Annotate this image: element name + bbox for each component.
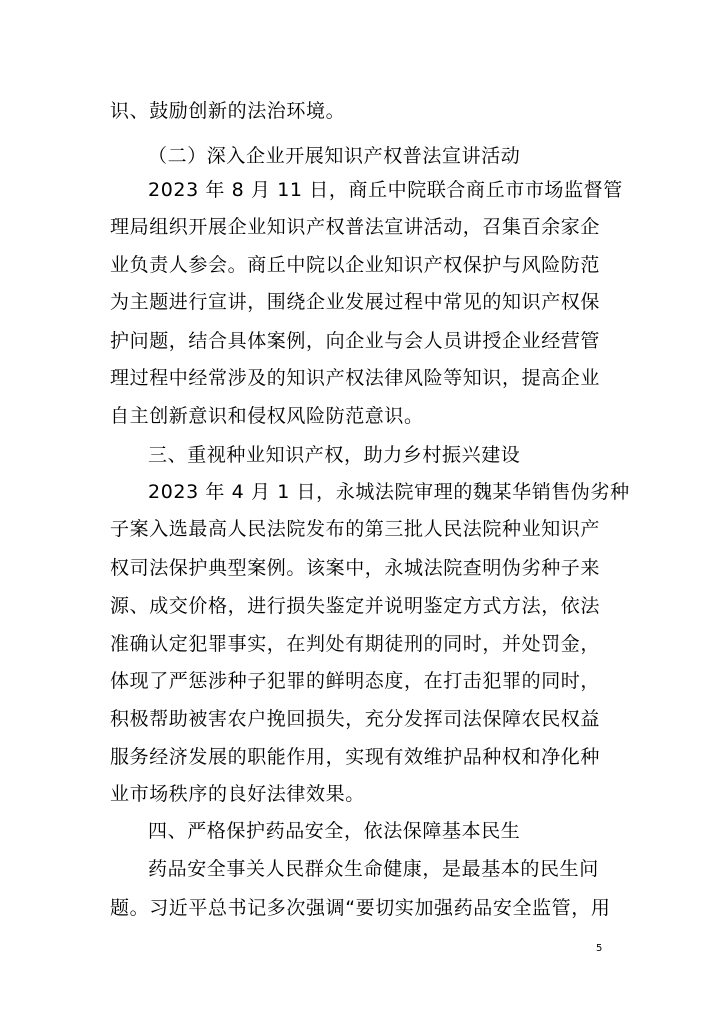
text-line: 服务经济发展的职能作用，实现有效维护品种权和净化种 [110, 746, 601, 768]
section-heading: 四、严格保护药品安全，依法保障基本民生 [148, 820, 521, 842]
text-line: 为主题进行宣讲，围绕企业发展过程中常见的知识产权保 [110, 291, 601, 313]
text-line: 药品安全事关人民群众生命健康，是最基本的民生问 [148, 858, 599, 880]
text-line: 识、鼓励创新的法治环境。 [110, 100, 346, 122]
text-line: 理局组织开展企业知识产权普法宣讲活动，召集百余家企 [110, 216, 601, 238]
text-line: 2023 年 4 月 1 日，永城法院审理的魏某华销售伪劣种 [148, 481, 630, 503]
text-line: 题。习近平总书记多次强调“要切实加强药品安全监管，用 [110, 897, 611, 919]
text-line: 业市场秩序的良好法律效果。 [110, 783, 365, 805]
section-heading: （二）深入企业开展知识产权普法宣讲活动 [148, 145, 521, 167]
text-line: 权司法保护典型案例。该案中，永城法院查明伪劣种子来 [110, 557, 601, 579]
text-line: 积极帮助被害农户挽回损失，充分发挥司法保障农民权益 [110, 708, 601, 730]
text-line: 体现了严惩涉种子犯罪的鲜明态度，在打击犯罪的同时， [110, 670, 601, 692]
text-line: 业负责人参会。商丘中院以企业知识产权保护与风险防范 [110, 254, 601, 276]
text-line: 准确认定犯罪事实，在判处有期徒刑的同时，并处罚金， [110, 633, 601, 655]
text-line: 2023 年 8 月 11 日，商丘中院联合商丘市市场监督管 [148, 179, 623, 201]
text-line: 护问题，结合具体案例，向企业与会人员讲授企业经营管 [110, 330, 601, 352]
page-number: 5 [596, 943, 603, 954]
text-line: 子案入选最高人民法院发布的第三批人民法院种业知识产 [110, 518, 601, 540]
text-line: 源、成交价格，进行损失鉴定并说明鉴定方式方法，依法 [110, 595, 601, 617]
text-line: 理过程中经常涉及的知识产权法律风险等知识，提高企业 [110, 367, 601, 389]
text-line: 自主创新意识和侵权风险防范意识。 [110, 405, 424, 427]
section-heading: 三、重视种业知识产权，助力乡村振兴建设 [148, 444, 521, 466]
